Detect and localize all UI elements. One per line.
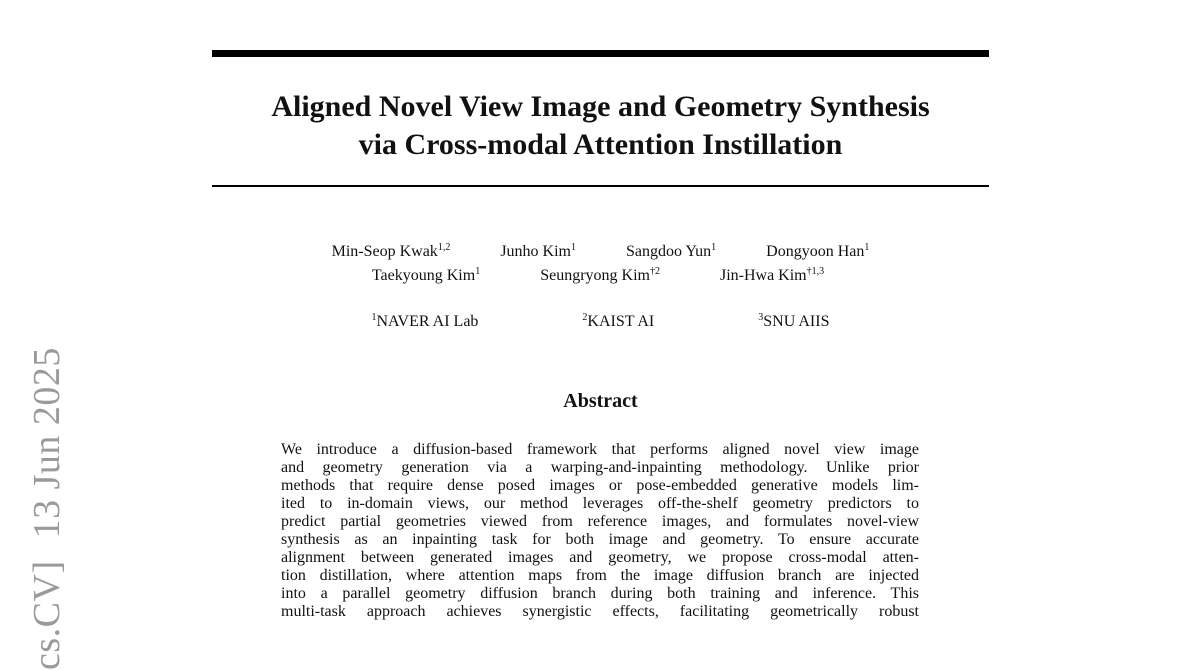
- arxiv-side-stamp: [25, 330, 69, 670]
- abstract-line: We introduce a diffusion-based framework that performs aligned novel view image: [281, 441, 919, 458]
- abstract-body: [281, 441, 919, 621]
- title-line: via Cross-modal Attention Instillation: [358, 128, 843, 161]
- abstract-line: predict partial geometries viewed from reference images, and formulates novel-view: [281, 513, 919, 530]
- author: Dongyoon Han$^1$: [766, 242, 870, 260]
- abstract-line: methods that require dense posed images or pose-embedded generative models lim-: [281, 477, 919, 494]
- author: Taekyoung Kim$^1$: [371, 266, 481, 284]
- abstract-line: multi-task approach achieves synergistic effects, facilitating geometrically robust: [281, 603, 919, 620]
- author: Jin-Hwa Kim$^{\dagger 1,3}$: [719, 266, 825, 284]
- abstract-line: alignment between generated images and geometry, we propose cross-modal atten-: [281, 549, 919, 566]
- author: Junho Kim$^1$: [500, 242, 576, 260]
- author: Seungryong Kim$^{\dagger 2}$: [540, 266, 660, 284]
- abstract-line: ited to in-domain views, our method leverages off-the-shelf geometry predictors to: [281, 495, 919, 512]
- title-line: Aligned Novel View Image and Geometry Synthesis: [271, 90, 930, 123]
- author: Sangdoo Yun$^1$: [625, 242, 717, 260]
- abstract-line: synthesis as an inpainting task for both image and geometry. To ensure accurate: [281, 531, 919, 548]
- paper-title: [212, 88, 989, 164]
- authors-row-2: [248, 266, 948, 286]
- affiliations: [212, 312, 989, 332]
- arxiv-date: 13 Jun 2025: [26, 347, 68, 539]
- affiliation: $^2$KAIST AI: [582, 312, 655, 330]
- title-top-rule: [212, 50, 989, 57]
- abstract-heading: Abstract: [563, 390, 638, 412]
- authors-row-1: [212, 242, 989, 262]
- title-bottom-rule: [212, 185, 989, 187]
- author: Min-Seop Kwak$^{1,2}$: [331, 242, 451, 260]
- abstract-line: and geometry generation via a warping-and-inpainting methodology. Unlike prior: [281, 459, 919, 476]
- affiliation: $^1$NAVER AI Lab: [371, 312, 479, 330]
- arxiv-category: cs.CV]: [26, 560, 68, 670]
- abstract-line: into a parallel geometry diffusion branch during both training and inference. This: [281, 585, 919, 602]
- abstract-line: tion distillation, where attention maps from the image diffusion branch are injected: [281, 567, 919, 584]
- affiliation: $^3$SNU AIIS: [758, 312, 830, 330]
